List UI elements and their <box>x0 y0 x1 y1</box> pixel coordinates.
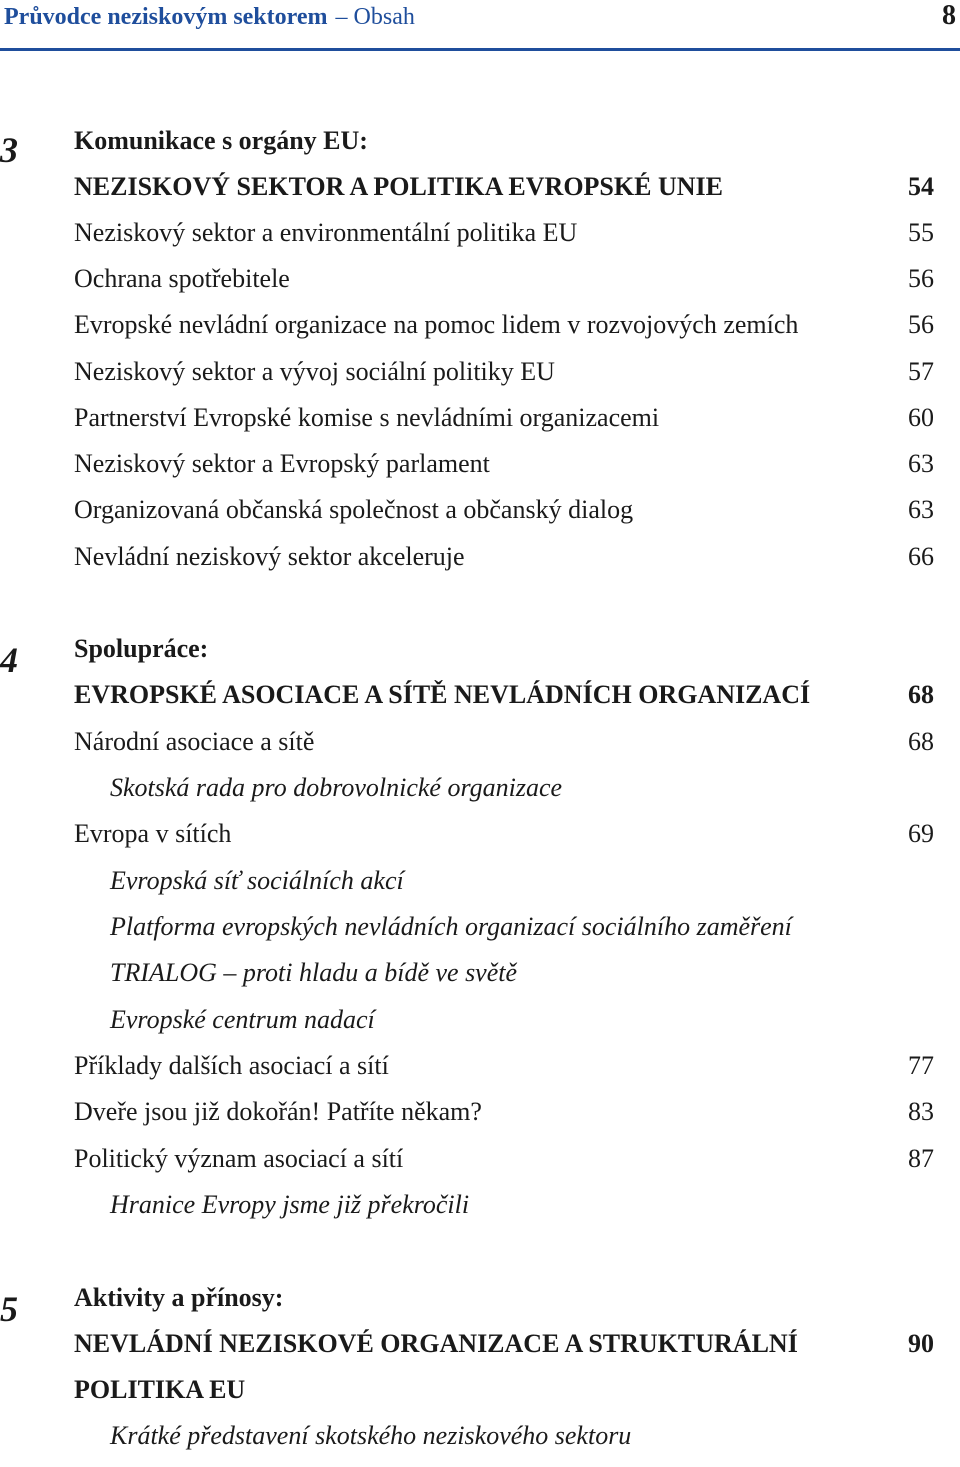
toc-entry[interactable] <box>74 218 934 264</box>
entry-title: Platforma evropských nevládních organizací sociálního zaměření <box>110 912 792 941</box>
entry-title: Evropa v sítích <box>74 819 232 848</box>
entry-page: 55 <box>908 218 934 247</box>
entry-title: Politický význam asociací a sítí <box>74 1144 404 1173</box>
toc-subentry[interactable] <box>74 1190 934 1236</box>
toc-entry[interactable] <box>74 1329 934 1375</box>
section-number: 5 <box>0 1289 18 1329</box>
toc-entry[interactable] <box>74 1144 934 1190</box>
entry-title: Národní asociace a sítě <box>74 727 315 756</box>
entry-title: Ochrana spotřebitele <box>74 264 290 293</box>
section-heading <box>74 126 934 172</box>
toc-entry[interactable] <box>74 403 934 449</box>
section-heading <box>74 634 934 680</box>
toc-entry[interactable] <box>74 357 934 403</box>
page-number: 8 <box>942 0 956 31</box>
toc-entry[interactable] <box>74 819 934 865</box>
entry-title: Příklady dalších asociací a sítí <box>74 1051 389 1080</box>
heading-text: Aktivity a přínosy: <box>74 1283 284 1312</box>
entry-title: NEZISKOVÝ SEKTOR A POLITIKA EVROPSKÉ UNIE <box>74 172 723 201</box>
toc-entry[interactable] <box>74 542 934 588</box>
entry-title: Dveře jsou již dokořán! Patříte někam? <box>74 1097 482 1126</box>
entry-title: TRIALOG – proti hladu a bídě ve světě <box>110 958 518 987</box>
entry-page: 90 <box>908 1329 934 1358</box>
heading-text: Spolupráce: <box>74 634 209 663</box>
entry-title: Hranice Evropy jsme již překročili <box>110 1190 470 1219</box>
entry-title: Evropská síť sociálních akcí <box>110 866 404 895</box>
toc-entry[interactable] <box>74 680 934 726</box>
entry-title: Nevládní neziskový sektor akceleruje <box>74 542 465 571</box>
entry-page: 87 <box>908 1144 934 1173</box>
entry-page: 77 <box>908 1051 934 1080</box>
toc-subentry[interactable] <box>74 912 934 958</box>
toc-subentry[interactable] <box>74 1005 934 1051</box>
title-separator: – <box>335 4 348 30</box>
heading-text: Komunikace s orgány EU: <box>74 126 368 155</box>
entry-title: Organizovaná občanská společnost a občanský dialog <box>74 495 634 524</box>
entry-title: Evropské nevládní organizace na pomoc lidem v rozvojových zemích <box>74 310 799 339</box>
entry-title: Neziskový sektor a vývoj sociální politiky EU <box>74 357 555 386</box>
entry-title: POLITIKA EU <box>74 1375 246 1404</box>
entry-page: 69 <box>908 819 934 848</box>
entry-title: NEVLÁDNÍ NEZISKOVÉ ORGANIZACE A STRUKTURÁLNÍ <box>74 1329 798 1358</box>
toc-subentry[interactable] <box>74 1421 934 1467</box>
entry-page: 57 <box>908 357 934 386</box>
toc-entry[interactable] <box>74 727 934 773</box>
toc-entry[interactable] <box>74 310 934 356</box>
section-number: 4 <box>0 640 18 680</box>
toc-entry[interactable] <box>74 172 934 218</box>
entry-title: Skotská rada pro dobrovolnické organizace <box>110 773 563 802</box>
entry-page: 56 <box>908 310 934 339</box>
toc-subentry[interactable] <box>74 773 934 819</box>
document-title: Průvodce neziskovým sektorem <box>4 4 328 30</box>
entry-page: 83 <box>908 1097 934 1126</box>
section-heading <box>74 1283 934 1329</box>
section-number: 3 <box>0 130 18 170</box>
entry-page: 66 <box>908 542 934 571</box>
section-name: Obsah <box>353 4 415 30</box>
entry-title: Evropské centrum nadací <box>110 1005 375 1034</box>
entry-title: Neziskový sektor a Evropský parlament <box>74 449 490 478</box>
toc-subentry[interactable] <box>74 958 934 1004</box>
toc-entry[interactable] <box>74 495 934 541</box>
entry-page: 60 <box>908 403 934 432</box>
toc-subentry[interactable] <box>74 866 934 912</box>
toc-entry[interactable] <box>74 264 934 310</box>
toc-entry[interactable] <box>74 449 934 495</box>
entry-title: Partnerství Evropské komise s nevládními organizacemi <box>74 403 660 432</box>
toc-entry[interactable] <box>74 1051 934 1097</box>
header-title <box>4 2 415 32</box>
entry-title: Neziskový sektor a environmentální politika EU <box>74 218 578 247</box>
entry-page: 68 <box>908 727 934 756</box>
entry-page: 63 <box>908 449 934 478</box>
entry-page: 63 <box>908 495 934 524</box>
page-header <box>0 0 960 51</box>
entry-page: 54 <box>908 172 934 201</box>
entry-title: Krátké představení skotského neziskového sektoru <box>110 1421 632 1450</box>
toc-entry[interactable] <box>74 1097 934 1143</box>
entry-page: 68 <box>908 680 934 709</box>
toc-entry-continued[interactable] <box>74 1375 934 1421</box>
entry-page: 56 <box>908 264 934 293</box>
entry-title: EVROPSKÉ ASOCIACE A SÍTĚ NEVLÁDNÍCH ORGANIZACÍ <box>74 680 811 709</box>
